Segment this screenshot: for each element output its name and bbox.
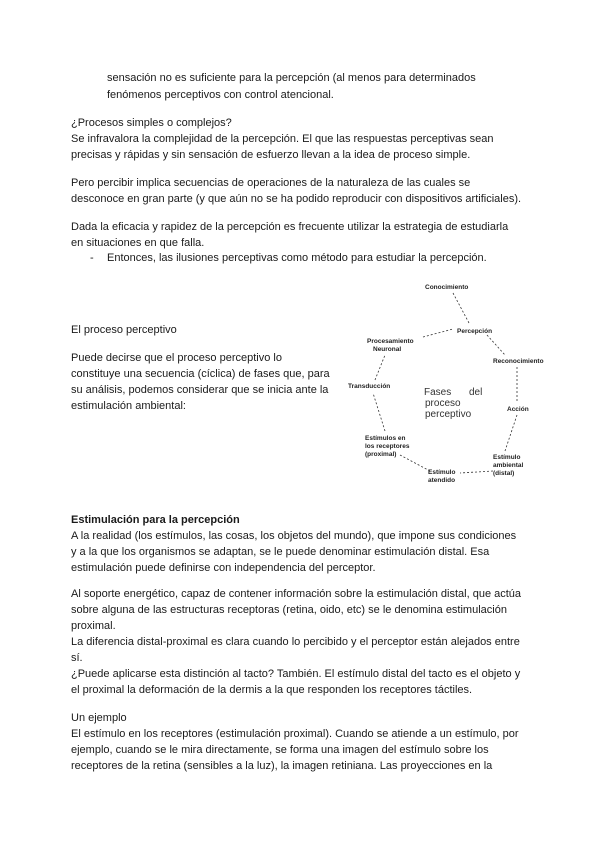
center-word-4: perceptivo: [425, 409, 472, 420]
arrow-accion-distal: [505, 415, 517, 451]
arrow-proximal-transduccion: [373, 393, 385, 431]
text-line: desconoce en gran parte (y que aún no se ha podido reproducir con dispositivos artificiales).: [71, 193, 522, 205]
text-line: en situaciones en que falla.: [71, 237, 205, 249]
label-distal-1: Estímulo: [493, 454, 521, 461]
text-line: proximal.: [71, 620, 116, 632]
label-proximal-3: (proximal): [365, 451, 397, 458]
text-line: Puede decirse que el proceso perceptivo lo: [71, 352, 282, 364]
text-line: el proximal la deformación de la dermis a la que responden los receptores táctiles.: [71, 684, 473, 696]
text-line: ejemplo, cuando se le mira directamente, se forma una imagen del estímulo sobre los: [71, 744, 489, 756]
text-line: estimulación ambiental:: [71, 400, 186, 412]
text-line: Dada la eficacia y rapidez de la percepción es frecuente utilizar la estrategia de estudiarla: [71, 221, 509, 233]
text-line: ¿Puede aplicarse esta distinción al tacto? También. El estímulo distal del tacto es el objeto y: [71, 668, 521, 680]
arrow-percepcion-reconocimiento: [487, 335, 505, 355]
label-procesamiento-1: Procesamiento: [367, 338, 414, 345]
label-transduccion: Transducción: [348, 383, 391, 390]
perceptual-cycle-diagram: [345, 275, 555, 500]
label-distal-2: ambiental: [493, 462, 524, 469]
arrow-conocimiento-percepcion: [453, 293, 469, 323]
label-distal-3: (distal): [493, 470, 515, 477]
bullet-text: Entonces, las ilusiones perceptivas como método para estudiar la percepción.: [107, 252, 487, 264]
text-line: Pero percibir implica secuencias de operaciones de la naturaleza de las cuales se: [71, 177, 471, 189]
text-line: sensación no es suficiente para la percepción (al menos para determinados: [107, 72, 476, 84]
label-atendido-1: Estímulo: [428, 469, 456, 476]
center-word-1: Fases: [424, 387, 452, 398]
label-atendido-2: atendido: [428, 477, 456, 484]
section-heading: Estimulación para la percepción: [71, 514, 240, 526]
text-line: El estímulo en los receptores (estimulación proximal). Cuando se atiende a un estímulo, por: [71, 728, 519, 740]
text-line: A la realidad (los estímulos, las cosas, los objetos del mundo), que impone sus condiciones: [71, 530, 517, 542]
label-accion: Acción: [507, 406, 529, 413]
label-proximal-2: los receptores: [365, 443, 410, 450]
subheading: Un ejemplo: [71, 712, 127, 724]
text-line: su análisis, podemos considerar que se inicia ante la: [71, 384, 329, 396]
question-heading: ¿Procesos simples o complejos?: [71, 117, 232, 129]
text-line: precisas y rápidas y sin sensación de esfuerzo llevan a la idea de proceso simple.: [71, 149, 471, 161]
text-line: receptores de la retina (sensibles a la luz), la imagen retiniana. Las proyecciones en la: [71, 760, 493, 772]
text-line: Al soporte energético, capaz de contener información sobre la estimulación distal, que actúa: [71, 588, 522, 600]
arrow-atendido-proximal: [400, 455, 430, 471]
text-line: sí.: [71, 652, 83, 664]
text-line: sobre alguna de las estructuras receptoras (retina, oido, etc) se le denomina estimulación: [71, 604, 507, 616]
bullet-dash: -: [90, 252, 94, 264]
text-line: estimulación puede definirse con independencia del perceptor.: [71, 562, 376, 574]
label-reconocimiento: Reconocimiento: [493, 358, 544, 365]
text-line: constituye una secuencia (cíclica) de fases que, para: [71, 368, 330, 380]
text-line: Se infravalora la complejidad de la percepción. El que las respuestas perceptivas sean: [71, 133, 494, 145]
label-proximal-1: Estímulos en: [365, 435, 406, 442]
arrow-distal-atendido: [460, 471, 493, 473]
center-word-3: proceso: [425, 398, 461, 409]
text-line: fenómenos perceptivos con control atencional.: [107, 89, 334, 101]
arrow-procesamiento-percepcion: [423, 329, 453, 337]
text-line: y a la que los organismos se adaptan, se le puede denominar estimulación distal. Esa: [71, 546, 490, 558]
text-line: La diferencia distal-proximal es clara cuando lo percibido y el perceptor están alejados entre: [71, 636, 520, 648]
label-percepcion: Percepción: [457, 328, 493, 335]
center-word-2: del: [469, 387, 483, 398]
section-title: El proceso perceptivo: [71, 324, 177, 336]
arrow-transduccion-procesamiento: [375, 355, 385, 380]
label-procesamiento-2: Neuronal: [373, 346, 402, 353]
label-conocimiento: Conocimiento: [425, 284, 469, 291]
